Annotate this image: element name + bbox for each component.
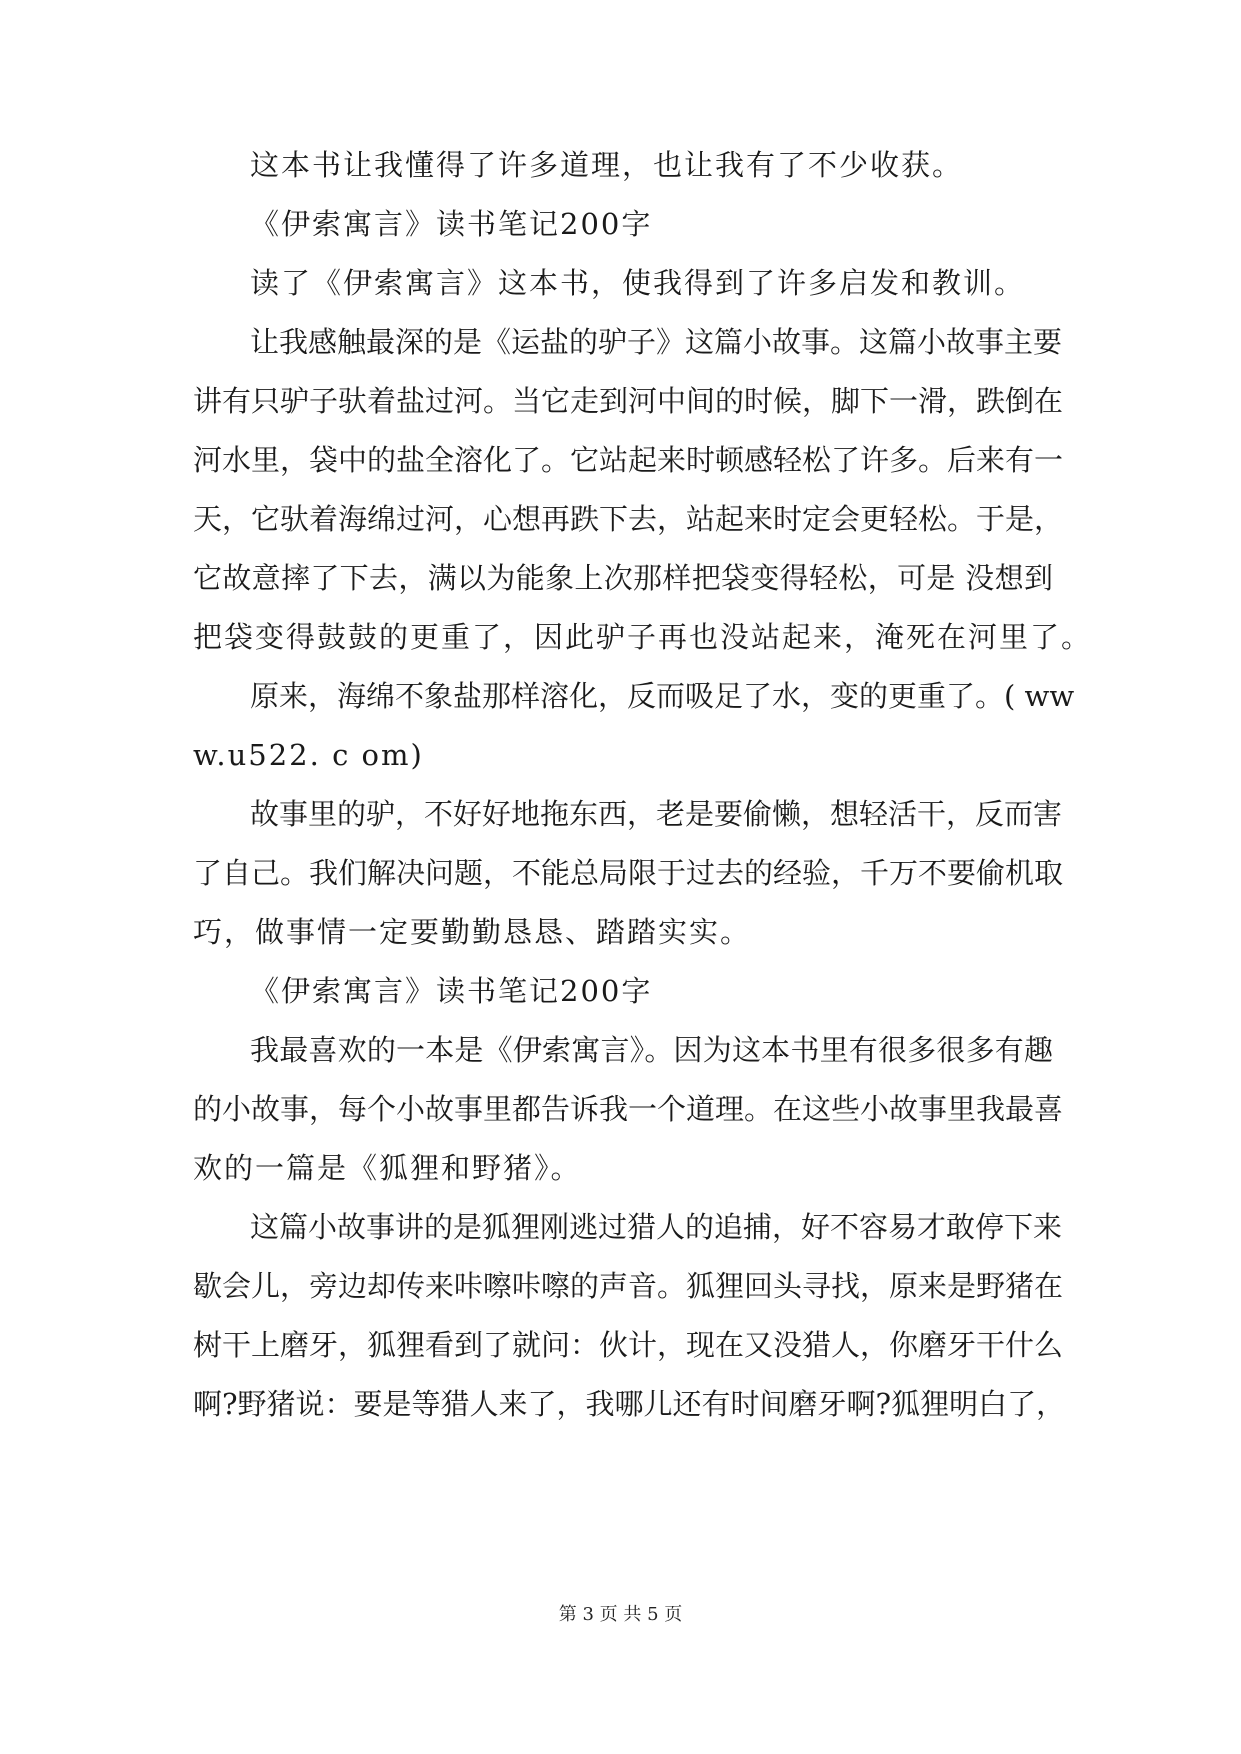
paragraph-line: 原来，海绵不象盐那样溶化，反而吸足了水，变的更重了。( ww [250,679,1075,713]
paragraph-line: 欢的一篇是《狐狸和野猪》。 [193,1151,582,1185]
page-footer: 第 3 页 共 5 页 [558,1604,683,1625]
paragraph-line: 啊?野猪说：要是等猎人来了，我哪儿还有时间磨牙啊?狐狸明白了， [193,1387,1066,1421]
paragraph-line: 了自己。我们解决问题，不能总局限于过去的经验，千万不要偷机取 [193,856,1064,890]
paragraph-line: 故事里的驴，不好好地拖东西，老是要偷懒，想轻活干，反而害 [250,797,1063,831]
paragraph-line: 让我感触最深的是《运盐的驴子》这篇小故事。这篇小故事主要 [250,325,1063,359]
paragraph-line: 我最喜欢的一本是《伊索寓言》。因为这本书里有很多很多有趣 [250,1033,1053,1067]
paragraph-line: 这本书让我懂得了许多道理，也让我有了不少收获。 [250,148,964,182]
paragraph-line: 巧，做事情一定要勤勤恳恳、踏踏实实。 [193,915,752,949]
section-heading: 《伊索寓言》读书笔记200字 [250,974,653,1008]
paragraph-line: 它故意摔了下去，满以为能象上次那样把袋变得轻松，可是 没想到 [193,561,1053,595]
paragraph-line: 天，它驮着海绵过河，心想再跌下去，站起来时定会更轻松。于是， [193,502,1064,536]
section-heading: 《伊索寓言》读书笔记200字 [250,207,653,241]
paragraph-line: 讲有只驴子驮着盐过河。当它走到河中间的时候，脚下一滑，跌倒在 [193,384,1064,418]
paragraph-line: 的小故事，每个小故事里都告诉我一个道理。在这些小故事里我最喜 [193,1092,1064,1126]
paragraph-line: 河水里，袋中的盐全溶化了。它站起来时顿感轻松了许多。后来有一 [193,443,1064,477]
paragraph-line: w.u522. c om) [193,738,424,772]
paragraph-line: 这篇小故事讲的是狐狸刚逃过猎人的追捕，好不容易才敢停下来 [250,1210,1063,1244]
paragraph-line: 歇会儿，旁边却传来咔嚓咔嚓的声音。狐狸回头寻找，原来是野猪在 [193,1269,1064,1303]
paragraph-line: 树干上磨牙，狐狸看到了就问：伙计，现在又没猎人，你磨牙干什么 [193,1328,1064,1362]
paragraph-line: 把袋变得鼓鼓的更重了，因此驴子再也没站起来，淹死在河里了。 [193,620,1093,654]
paragraph-line: 读了《伊索寓言》这本书，使我得到了许多启发和教训。 [250,266,1026,300]
